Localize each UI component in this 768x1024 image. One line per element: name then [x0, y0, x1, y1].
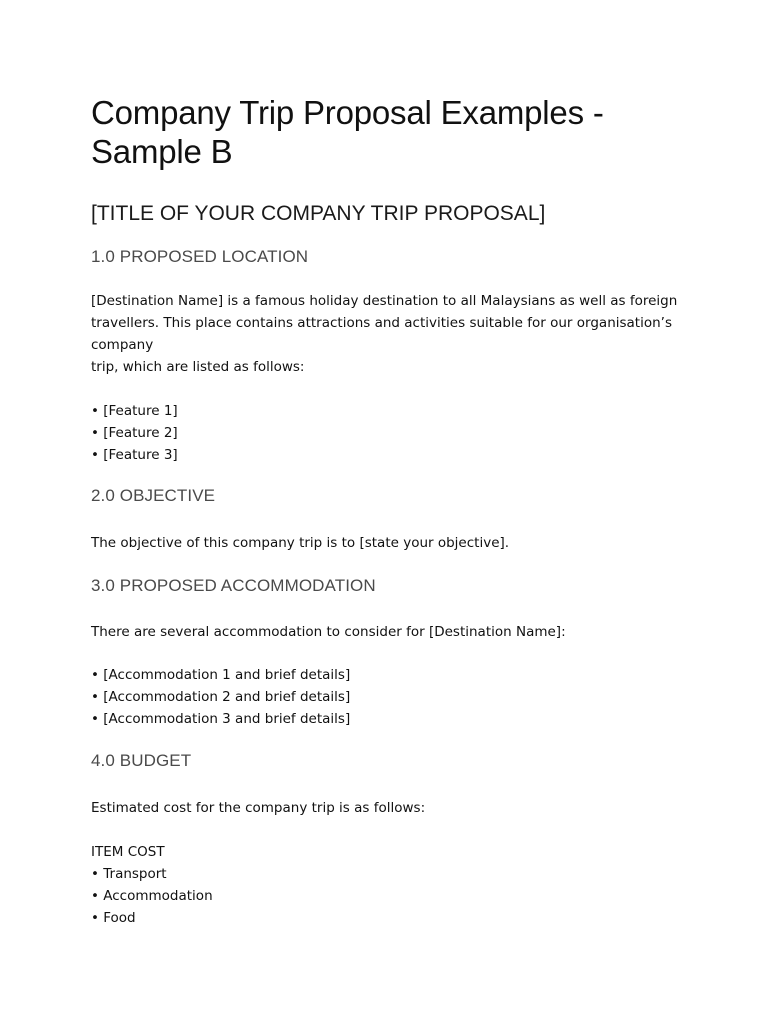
accommodation-item: • [Accommodation 3 and brief details]	[91, 711, 351, 727]
document-body	[91, 93, 691, 929]
location-paragraph-line-2: travellers. This place contains attractions and activities suitable for our organisation’s company	[91, 315, 672, 353]
budget-item: • Accommodation	[91, 888, 213, 904]
accommodation-list	[91, 664, 691, 730]
accommodation-paragraph: There are several accommodation to consider for [Destination Name]:	[91, 624, 566, 640]
location-paragraph-line-1: [Destination Name] is a famous holiday destination to all Malaysians as well as foreign	[91, 293, 678, 309]
budget-item-list	[91, 863, 691, 929]
budget-paragraph: Estimated cost for the company trip is as follows:	[91, 800, 426, 816]
accommodation-item: • [Accommodation 1 and brief details]	[91, 667, 351, 683]
feature-item: • [Feature 2]	[91, 425, 178, 441]
budget-item: • Transport	[91, 866, 167, 882]
budget-table-header: ITEM COST	[91, 844, 165, 860]
section-heading-objective: 2.0 OBJECTIVE	[91, 486, 216, 505]
feature-item: • [Feature 1]	[91, 403, 178, 419]
budget-item: • Food	[91, 910, 136, 926]
proposal-title-placeholder: [TITLE OF YOUR COMPANY TRIP PROPOSAL]	[91, 202, 546, 225]
section-heading-budget: 4.0 BUDGET	[91, 751, 192, 770]
document-title-line-2: Sample B	[91, 133, 233, 170]
feature-list	[91, 400, 691, 466]
location-paragraph-line-3: trip, which are listed as follows:	[91, 359, 305, 375]
section-heading-proposed-accommodation: 3.0 PROPOSED ACCOMMODATION	[91, 576, 376, 595]
document-title-line-1: Company Trip Proposal Examples -	[91, 94, 604, 131]
document-title	[91, 93, 691, 171]
location-paragraph	[91, 290, 691, 378]
feature-item: • [Feature 3]	[91, 447, 178, 463]
objective-paragraph: The objective of this company trip is to [state your objective].	[91, 535, 510, 551]
accommodation-item: • [Accommodation 2 and brief details]	[91, 689, 351, 705]
section-heading-proposed-location: 1.0 PROPOSED LOCATION	[91, 247, 309, 266]
